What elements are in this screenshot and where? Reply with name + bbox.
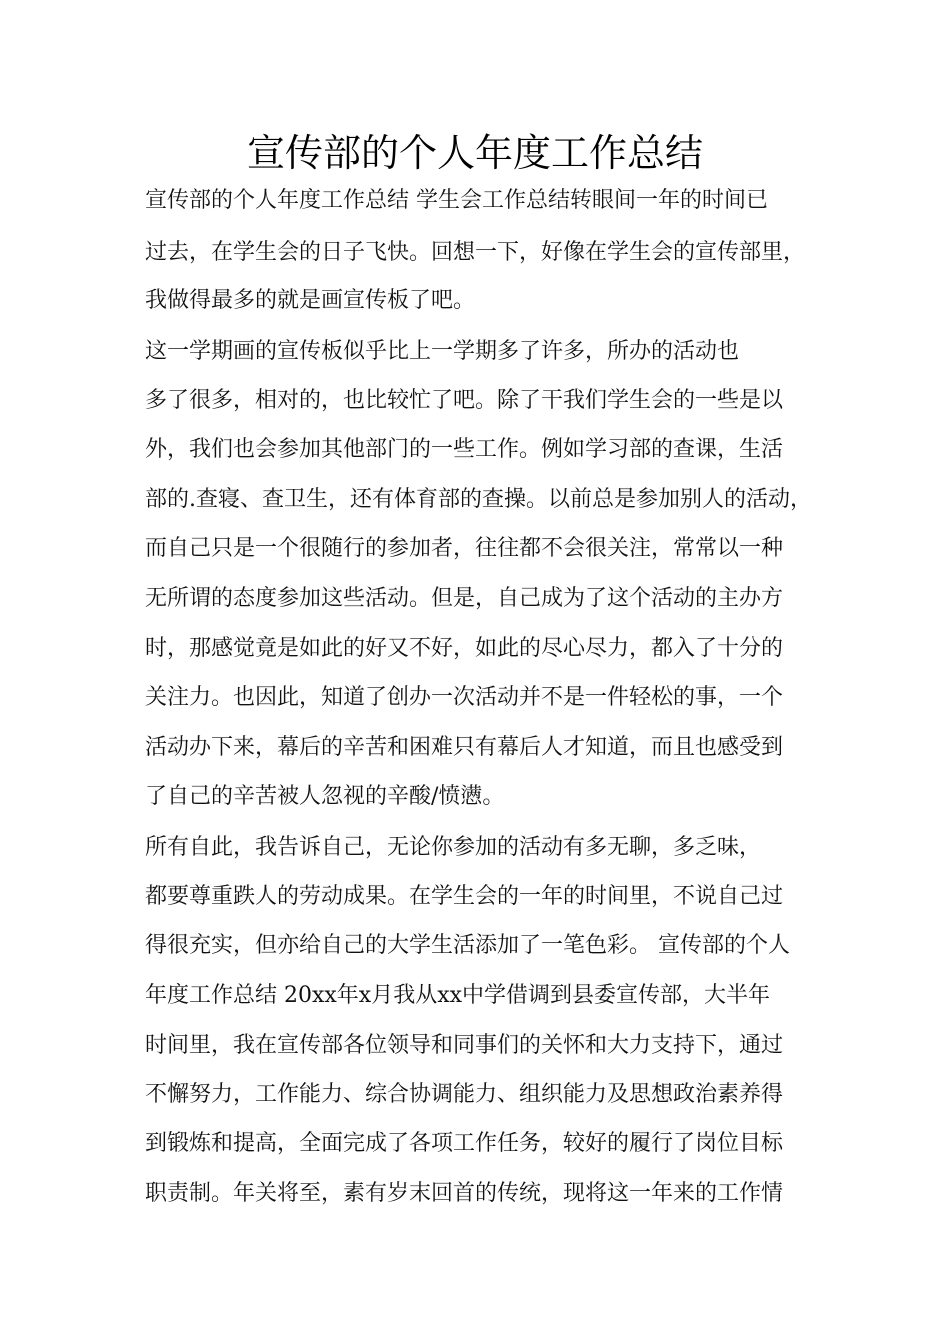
body-line: 多了很多，相对的，也比较忙了吧。除了干我们学生会的一些是以 [145,388,784,413]
body-line: 而自己只是一个很随行的参加者，往往都不会很关注，常常以一种 [145,536,784,561]
body-line: 时，那感觉竟是如此的好又不好，如此的尽心尽力，都入了十分的 [145,636,784,661]
body-line: 不懈努力，工作能力、综合协调能力、组织能力及思想政治素养得 [145,1082,784,1107]
body-line: 到锻炼和提高，全面完成了各项工作任务，较好的履行了岗位目标 [145,1131,784,1156]
body-line: 职责制。年关将至，素有岁末回首的传统，现将这一年来的工作情 [145,1181,784,1206]
body-line: 得很充实，但亦给自己的大学生活添加了一笔色彩。 宣传部的个人 [145,933,790,958]
body-line: 都要尊重跌人的劳动成果。在学生会的一年的时间里，不说自己过 [145,884,784,909]
body-line: 外，我们也会参加其他部门的一些工作。例如学习部的查课，生活 [145,437,784,462]
body-line: 我做得最多的就是画宣传板了吧。 [145,288,476,313]
body-line: 所有自此，我告诉自己，无论你参加的活动有多无聊，多乏味， [145,835,762,860]
body-line: 关注力。也因此，知道了创办一次活动并不是一件轻松的事，一个 [145,685,784,710]
body-line: 部的.查寝、查卫生，还有体育部的查操。以前总是参加别人的活动， [145,487,812,512]
body-line: 时间里，我在宣传部各位领导和同事们的关怀和大力支持下，通过 [145,1033,784,1058]
body-line: 无所谓的态度参加这些活动。但是，自己成为了这个活动的主办方 [145,586,784,611]
body-line: 这一学期画的宣传板似乎比上一学期多了许多，所办的活动也 [145,339,740,364]
body-line: 了自己的辛苦被人忽视的辛酸/愤懑。 [145,784,505,809]
body-line: 过去，在学生会的日子飞快。回想一下，好像在学生会的宣传部里， [145,240,806,265]
body-line: 宣传部的个人年度工作总结 学生会工作总结转眼间一年的时间已 [145,188,768,213]
document-title: 宣传部的个人年度工作总结 [246,131,703,175]
body-line: 年度工作总结 20xx年x月我从xx中学借调到县委宣传部，大半年 [145,983,771,1008]
body-line: 活动办下来，幕后的辛苦和困难只有幕后人才知道，而且也感受到 [145,735,784,760]
